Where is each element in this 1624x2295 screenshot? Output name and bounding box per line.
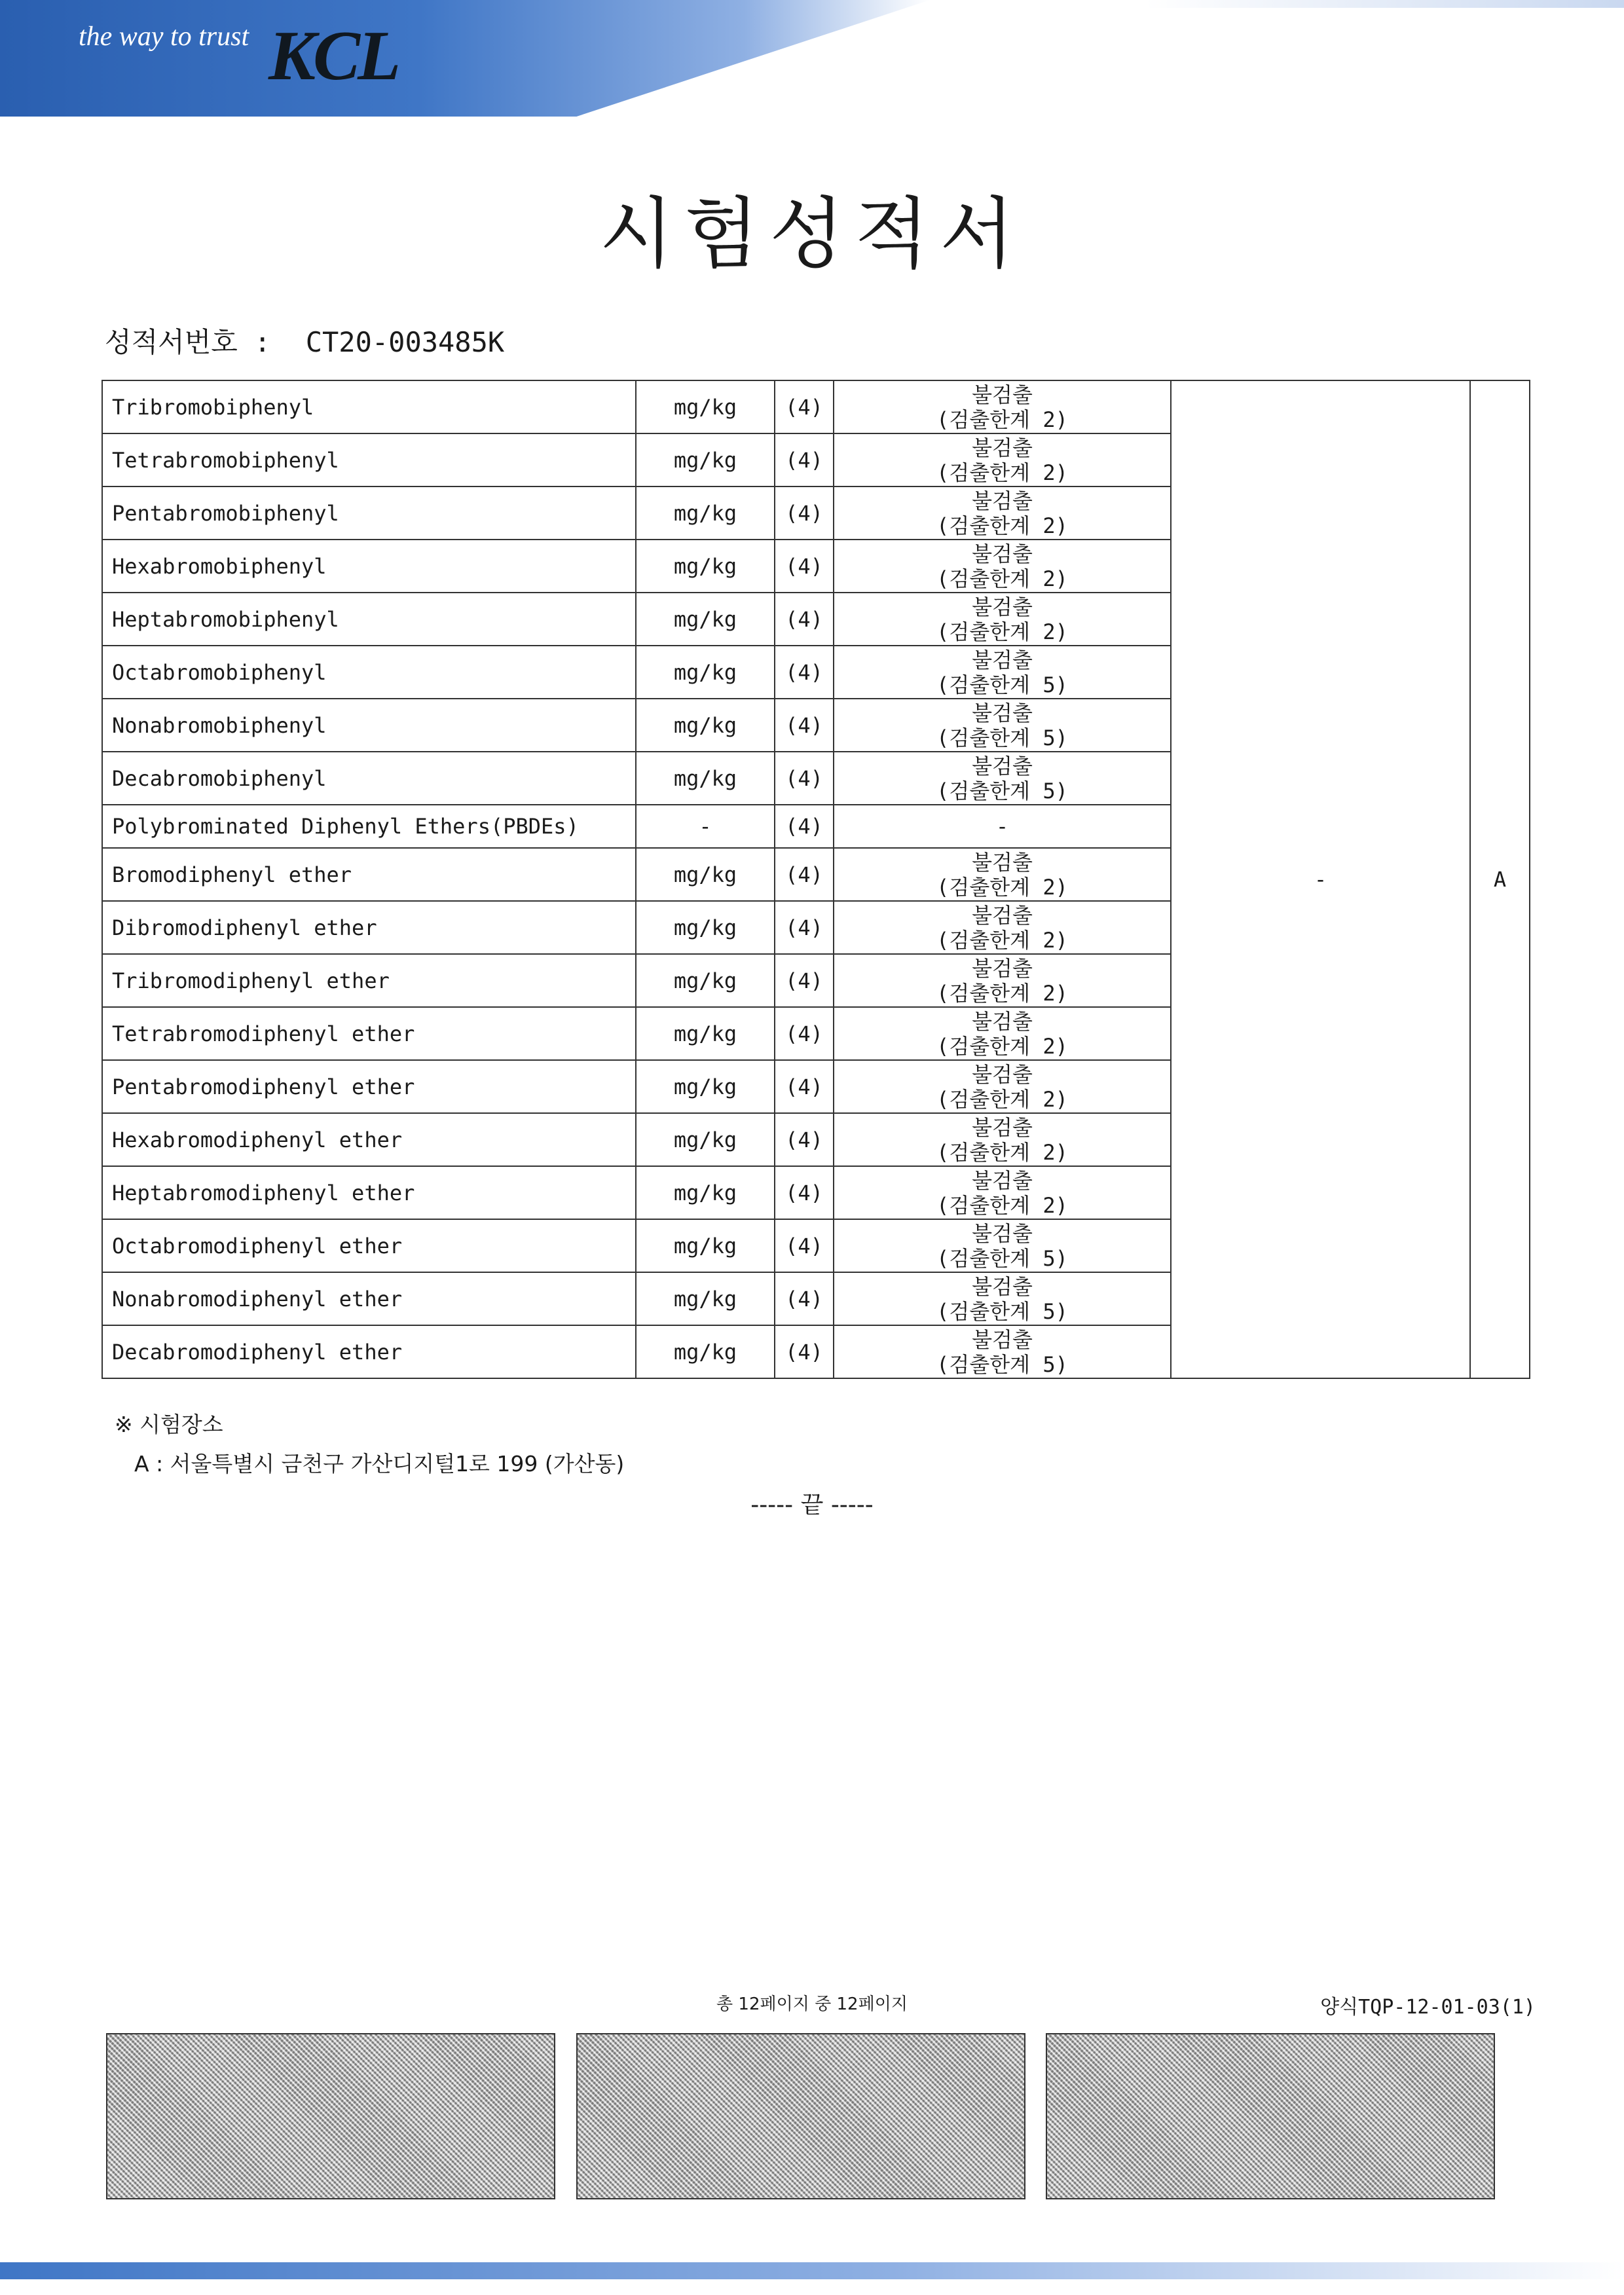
test-item-cell: Tribromobiphenyl: [102, 380, 636, 433]
detection-limit: (검출한계 5): [936, 1298, 1068, 1324]
test-item-cell: Hexabromobiphenyl: [102, 540, 636, 593]
result-cell: [834, 1219, 1171, 1272]
test-item-cell: Tetrabromobiphenyl: [102, 433, 636, 487]
unit-cell: mg/kg: [636, 380, 775, 433]
result-cell: [834, 752, 1171, 805]
test-item-cell: Decabromodiphenyl ether: [102, 1325, 636, 1378]
kcl-logo: KCL: [268, 17, 399, 95]
unit-cell: mg/kg: [636, 540, 775, 593]
header-accent-line: [1146, 0, 1624, 8]
test-item-cell: Polybrominated Diphenyl Ethers(PBDEs): [102, 805, 636, 848]
method-cell: (4): [775, 1113, 834, 1166]
unit-cell: mg/kg: [636, 1325, 775, 1378]
test-item-cell: Tribromodiphenyl ether: [102, 954, 636, 1007]
unit-cell: mg/kg: [636, 699, 775, 752]
method-cell: (4): [775, 1007, 834, 1060]
result-cell: [834, 433, 1171, 487]
test-item-cell: Heptabromobiphenyl: [102, 593, 636, 646]
unit-cell: mg/kg: [636, 752, 775, 805]
result-cell: [834, 1007, 1171, 1060]
unit-cell: mg/kg: [636, 1166, 775, 1219]
unit-cell: mg/kg: [636, 1007, 775, 1060]
result-cell: [834, 1325, 1171, 1378]
result-cell: [834, 593, 1171, 646]
result-cell: [834, 487, 1171, 540]
detection-limit: (검출한계 2): [936, 407, 1068, 432]
unit-cell: mg/kg: [636, 848, 775, 901]
test-item-cell: Hexabromodiphenyl ether: [102, 1113, 636, 1166]
detection-limit: (검출한계 2): [936, 1086, 1068, 1112]
reference-value-cell: -: [1171, 380, 1470, 1378]
detection-limit: (검출한계 5): [936, 778, 1068, 803]
method-cell: (4): [775, 848, 834, 901]
result-value: 불검출: [972, 1114, 1033, 1140]
table-row: [102, 380, 1530, 433]
test-item-cell: Nonabromodiphenyl ether: [102, 1272, 636, 1325]
result-cell: [834, 646, 1171, 699]
detection-limit: (검출한계 5): [936, 1245, 1068, 1271]
method-cell: (4): [775, 487, 834, 540]
detection-limit: (검출한계 5): [936, 725, 1068, 750]
method-cell: (4): [775, 380, 834, 433]
result-cell: [834, 1113, 1171, 1166]
security-pattern-stamp: [1046, 2033, 1495, 2199]
security-pattern-stamp: [106, 2033, 555, 2199]
method-cell: (4): [775, 646, 834, 699]
result-value: -: [995, 814, 1009, 839]
result-value: 불검출: [972, 1221, 1033, 1246]
detection-limit: (검출한계 5): [936, 1351, 1068, 1377]
test-item-cell: Nonabromobiphenyl: [102, 699, 636, 752]
result-value: 불검출: [972, 382, 1033, 407]
result-value: 불검출: [972, 849, 1033, 875]
result-value: 불검출: [972, 594, 1033, 619]
unit-cell: -: [636, 805, 775, 848]
unit-cell: mg/kg: [636, 1113, 775, 1166]
result-value: 불검출: [972, 1167, 1033, 1193]
unit-cell: mg/kg: [636, 646, 775, 699]
detection-limit: (검출한계 2): [936, 460, 1068, 485]
test-item-cell: Heptabromodiphenyl ether: [102, 1166, 636, 1219]
unit-cell: mg/kg: [636, 1272, 775, 1325]
result-cell: [834, 1272, 1171, 1325]
result-value: 불검출: [972, 955, 1033, 981]
method-cell: (4): [775, 1060, 834, 1113]
result-cell: [834, 1166, 1171, 1219]
test-item-cell: Octabromodiphenyl ether: [102, 1219, 636, 1272]
unit-cell: mg/kg: [636, 1219, 775, 1272]
method-cell: (4): [775, 540, 834, 593]
method-cell: (4): [775, 433, 834, 487]
result-cell: [834, 805, 1171, 848]
unit-cell: mg/kg: [636, 901, 775, 954]
detection-limit: (검출한계 2): [936, 1192, 1068, 1218]
page-info: 총 12페이지 중 12페이지: [716, 1994, 908, 2014]
result-cell: [834, 540, 1171, 593]
test-item-cell: Bromodiphenyl ether: [102, 848, 636, 901]
footer-band: [0, 2262, 1624, 2279]
method-cell: (4): [775, 954, 834, 1007]
result-cell: [834, 954, 1171, 1007]
detection-limit: (검출한계 5): [936, 672, 1068, 697]
method-cell: (4): [775, 1219, 834, 1272]
result-value: 불검출: [972, 1274, 1033, 1299]
method-cell: (4): [775, 593, 834, 646]
method-cell: (4): [775, 1272, 834, 1325]
test-item-cell: Pentabromodiphenyl ether: [102, 1060, 636, 1113]
result-value: 불검출: [972, 647, 1033, 672]
results-table-body: [102, 380, 1530, 1378]
unit-cell: mg/kg: [636, 433, 775, 487]
method-cell: (4): [775, 805, 834, 848]
method-cell: (4): [775, 699, 834, 752]
end-mark: ----- 끝 -----: [750, 1492, 874, 1518]
result-value: 불검출: [972, 700, 1033, 725]
detection-limit: (검출한계 2): [936, 980, 1068, 1006]
certificate-number-line: [105, 321, 504, 360]
result-value: 불검출: [972, 435, 1033, 460]
unit-cell: mg/kg: [636, 593, 775, 646]
result-cell: [834, 1060, 1171, 1113]
header-logo-band: [0, 0, 930, 117]
method-cell: (4): [775, 1166, 834, 1219]
test-item-cell: Pentabromobiphenyl: [102, 487, 636, 540]
test-place-heading: ※ 시험장소: [115, 1412, 223, 1437]
method-cell: (4): [775, 901, 834, 954]
result-value: 불검출: [972, 541, 1033, 566]
detection-limit: (검출한계 2): [936, 874, 1068, 900]
form-number: 양식TQP-12-01-03(1): [1320, 1996, 1536, 2019]
result-value: 불검출: [972, 488, 1033, 513]
unit-cell: mg/kg: [636, 954, 775, 1007]
logo-tagline: the way to trust: [79, 22, 249, 52]
test-place-a: A : 서울특별시 금천구 가산디지털1로 199 (가산동): [134, 1451, 625, 1477]
certificate-number-label: 성적서번호 :: [105, 326, 271, 358]
result-cell: [834, 699, 1171, 752]
result-cell: [834, 380, 1171, 433]
result-value: 불검출: [972, 1327, 1033, 1352]
test-item-cell: Dibromodiphenyl ether: [102, 901, 636, 954]
certificate-number-value: CT20-003485K: [305, 326, 505, 358]
unit-cell: mg/kg: [636, 487, 775, 540]
method-cell: (4): [775, 1325, 834, 1378]
document-title: 시험성적서: [599, 189, 1025, 279]
result-cell: [834, 901, 1171, 954]
detection-limit: (검출한계 2): [936, 1033, 1068, 1059]
detection-limit: (검출한계 2): [936, 1139, 1068, 1165]
security-pattern-stamp: [576, 2033, 1025, 2199]
result-value: 불검출: [972, 902, 1033, 928]
method-cell: (4): [775, 752, 834, 805]
result-value: 불검출: [972, 753, 1033, 779]
results-table: [101, 380, 1530, 1379]
test-item-cell: Octabromobiphenyl: [102, 646, 636, 699]
unit-cell: mg/kg: [636, 1060, 775, 1113]
detection-limit: (검출한계 2): [936, 619, 1068, 644]
test-item-cell: Tetrabromodiphenyl ether: [102, 1007, 636, 1060]
result-value: 불검출: [972, 1061, 1033, 1087]
detection-limit: (검출한계 2): [936, 513, 1068, 538]
detection-limit: (검출한계 2): [936, 927, 1068, 953]
test-item-cell: Decabromobiphenyl: [102, 752, 636, 805]
detection-limit: (검출한계 2): [936, 566, 1068, 591]
test-place-cell: A: [1470, 380, 1530, 1378]
result-cell: [834, 848, 1171, 901]
result-value: 불검출: [972, 1008, 1033, 1034]
